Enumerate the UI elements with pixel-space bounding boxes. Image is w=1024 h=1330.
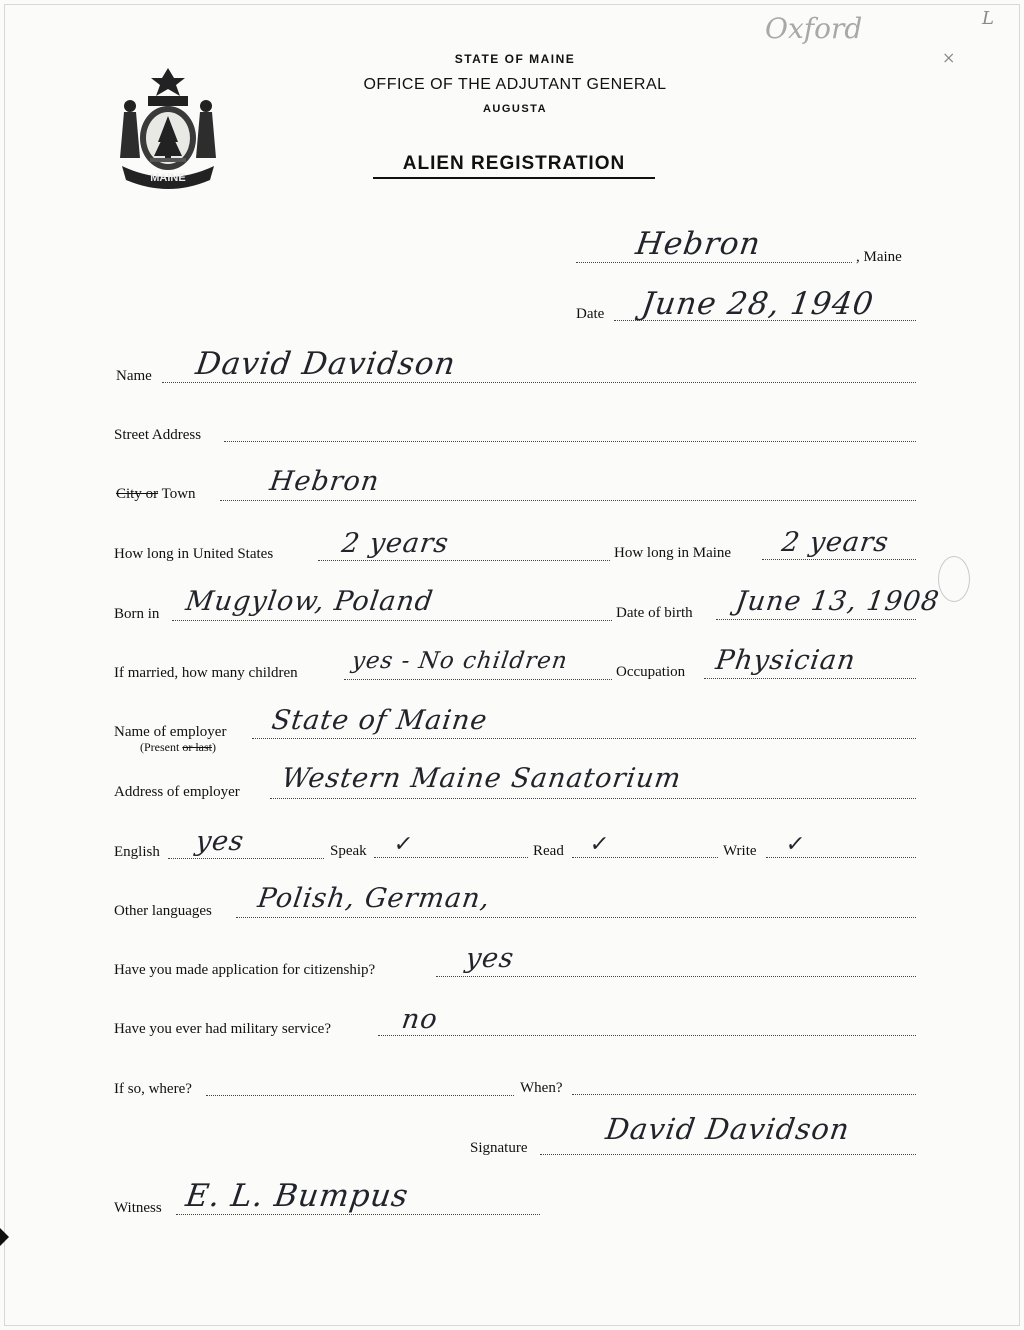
occupation-value[interactable]: Physician [713,645,858,676]
citizenship-label: Have you made application for citizenship? [114,962,376,978]
employer-line [252,738,916,739]
employer-address-line [270,798,916,799]
corner-x-mark: × [942,48,956,67]
years-maine-value[interactable]: 2 years [779,527,892,558]
seal-banner: MAINE [150,172,186,184]
years-us-label: How long in United States [114,546,274,562]
where-line [206,1095,514,1096]
read-label: Read [533,843,564,859]
street-address-line [224,441,916,442]
citizenship-line [436,976,916,977]
write-check[interactable]: ✓ [784,832,808,857]
when-line [572,1094,916,1095]
date-of-birth-value[interactable]: June 13, 1908 [733,586,942,617]
filing-note: Oxford [765,12,863,45]
state-heading: STATE OF MAINE [454,52,576,66]
write-label: Write [723,843,757,859]
employer-address-label: Address of employer [114,784,240,800]
date-value[interactable]: June 28, 1940 [639,286,877,322]
english-label: English [114,844,160,860]
town-label-struck: City or [116,486,159,502]
english-value[interactable]: yes [193,826,247,857]
employer-sublabel [140,740,216,755]
name-label: Name [116,368,152,384]
employer-value[interactable]: State of Maine [269,705,490,736]
form-title: ALIEN REGISTRATION [373,153,655,179]
town-label-text: Town [161,486,196,502]
read-check[interactable]: ✓ [588,832,612,857]
employer-sublabel-present: (Present [140,740,180,754]
date-label: Date [576,306,605,322]
page-edge-marker [0,1228,9,1246]
read-line [572,857,718,858]
employer-label: Name of employer [114,724,227,740]
military-label: Have you ever had military service? [114,1021,331,1037]
employer-sublabel-close: ) [212,740,216,754]
employer-address-value[interactable]: Western Maine Sanatorium [279,763,684,794]
other-languages-label: Other languages [114,903,212,919]
occupation-line [704,678,916,679]
employer-sublabel-struck: or last [182,740,212,754]
born-in-label: Born in [114,606,160,622]
born-in-line [172,620,612,621]
margin-circle-mark [938,556,970,602]
speak-line [374,857,528,858]
military-line [378,1035,916,1036]
place-suffix: , Maine [856,249,902,265]
town-value[interactable]: Hebron [267,466,382,497]
witness-label: Witness [114,1200,162,1216]
military-value[interactable]: no [399,1004,440,1035]
citizenship-value[interactable]: yes [463,943,517,974]
write-line [766,857,916,858]
signature-value[interactable]: David Davidson [603,1112,853,1146]
street-address-label: Street Address [114,427,202,443]
when-label: When? [520,1080,563,1096]
witness-value[interactable]: E. L. Bumpus [183,1178,412,1214]
office-heading: OFFICE OF THE ADJUTANT GENERAL [363,76,667,93]
speak-label: Speak [330,843,367,859]
other-languages-value[interactable]: Polish, German, [255,883,493,914]
children-value[interactable]: yes - No children [350,648,570,674]
children-label: If married, how many children [114,665,298,681]
witness-line [176,1214,540,1215]
date-of-birth-line [716,619,916,620]
name-line [162,382,916,383]
signature-line [540,1154,916,1155]
maine-state-seal-icon [112,66,224,192]
place-value[interactable]: Hebron [633,226,764,262]
speak-check[interactable]: ✓ [392,832,416,857]
years-us-line [318,560,610,561]
english-line [168,858,324,859]
other-languages-line [236,917,916,918]
where-label: If so, where? [114,1081,192,1097]
town-label [116,486,196,503]
children-line [344,679,612,680]
date-of-birth-label: Date of birth [616,605,693,621]
years-us-value[interactable]: 2 years [339,528,452,559]
occupation-label: Occupation [616,664,686,680]
city-heading: AUGUSTA [482,103,548,115]
corner-mark: L [982,8,994,29]
years-maine-label: How long in Maine [614,545,732,561]
born-in-value[interactable]: Mugylow, Poland [183,586,436,617]
name-value[interactable]: David Davidson [193,346,459,382]
years-maine-line [762,559,916,560]
town-line [220,500,916,501]
place-line [576,262,852,263]
signature-label: Signature [470,1140,528,1156]
